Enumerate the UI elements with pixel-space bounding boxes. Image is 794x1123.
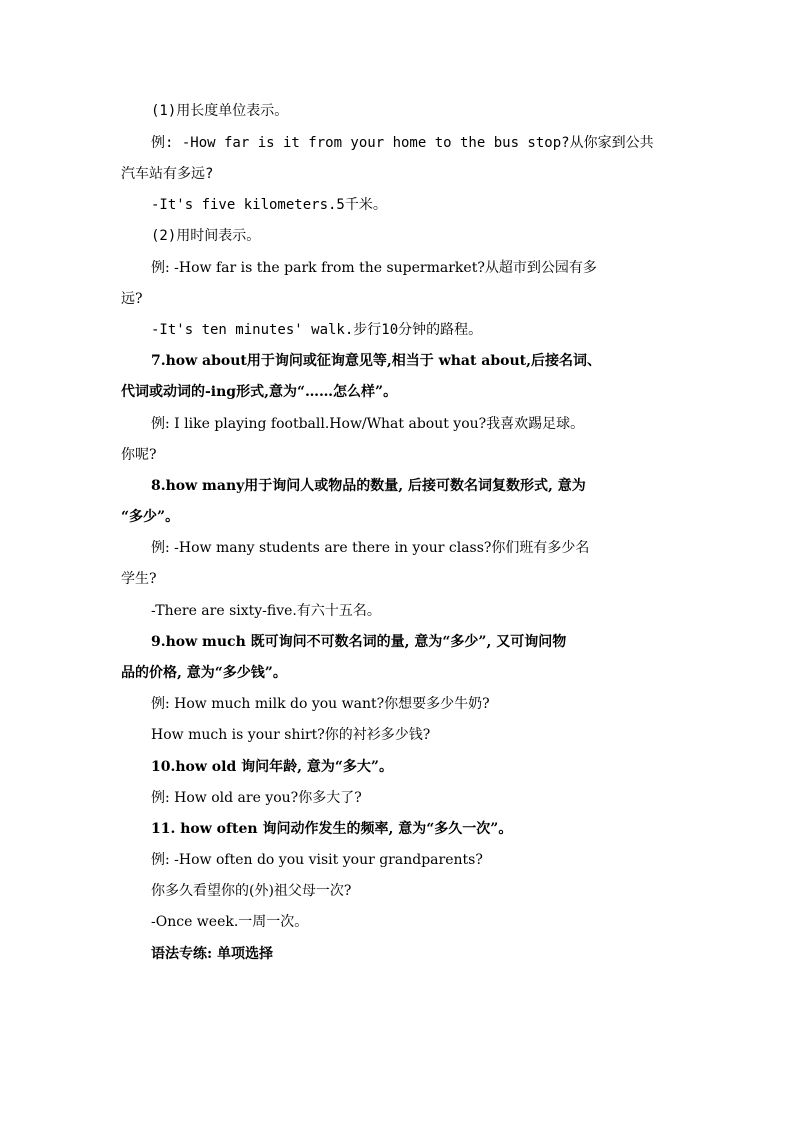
text-line: 例: -How often do you visit your grandparents? bbox=[151, 852, 483, 868]
text-line: 远? bbox=[121, 291, 143, 307]
text-line: 例: How much milk do you want?你想要多少牛奶? bbox=[151, 696, 490, 712]
text-line: 例: -How far is the park from the supermarket?从超市到公园有多 bbox=[151, 260, 597, 276]
text-line: (1)用长度单位表示。 bbox=[151, 103, 289, 119]
section-heading: “多少”。 bbox=[121, 509, 180, 525]
section-heading: 8.how many用于询问人或物品的数量, 后接可数名词复数形式, 意为 bbox=[151, 478, 586, 494]
section-heading: 11. how often 询问动作发生的频率, 意为“多久一次”。 bbox=[151, 821, 513, 837]
section-heading: 语法专练: 单项选择 bbox=[151, 946, 274, 962]
text-line: (2)用时间表示。 bbox=[151, 228, 261, 244]
section-heading: 10.how old 询问年龄, 意为“多大”。 bbox=[151, 759, 393, 775]
text-line: 例: -How many students are there in your class?你们班有多少名 bbox=[151, 540, 590, 556]
section-heading: 9.how much 既可询问不可数名词的量, 意为“多少”, 又可询问物 bbox=[151, 634, 567, 650]
text-line: -It's ten minutes' walk.步行10分钟的路程。 bbox=[151, 322, 483, 338]
text-line: 例: -How far is it from your home to the bus stop?从你家到公共 bbox=[151, 135, 654, 151]
text-line: 例: How old are you?你多大了? bbox=[151, 790, 362, 806]
text-line: -It's five kilometers.5千米。 bbox=[151, 197, 387, 213]
text-line: 例: I like playing football.How/What about you?我喜欢踢足球。 bbox=[151, 416, 585, 432]
text-line: How much is your shirt?你的衬衫多少钱? bbox=[151, 727, 431, 743]
section-heading: 代词或动词的-ing形式,意为“……怎么样”。 bbox=[121, 384, 398, 400]
text-line: 汽车站有多远? bbox=[121, 166, 214, 182]
section-heading: 品的价格, 意为“多少钱”。 bbox=[121, 665, 287, 681]
text-line: 你呢? bbox=[121, 447, 157, 463]
text-line: 学生? bbox=[121, 571, 157, 587]
text-line: -Once week.一周一次。 bbox=[151, 914, 309, 930]
section-heading: 7.how about用于询问或征询意见等,相当于 what about,后接名词、 bbox=[151, 353, 602, 369]
text-line: 你多久看望你的(外)祖父母一次? bbox=[151, 883, 352, 899]
text-line: -There are sixty-five.有六十五名。 bbox=[151, 603, 381, 619]
